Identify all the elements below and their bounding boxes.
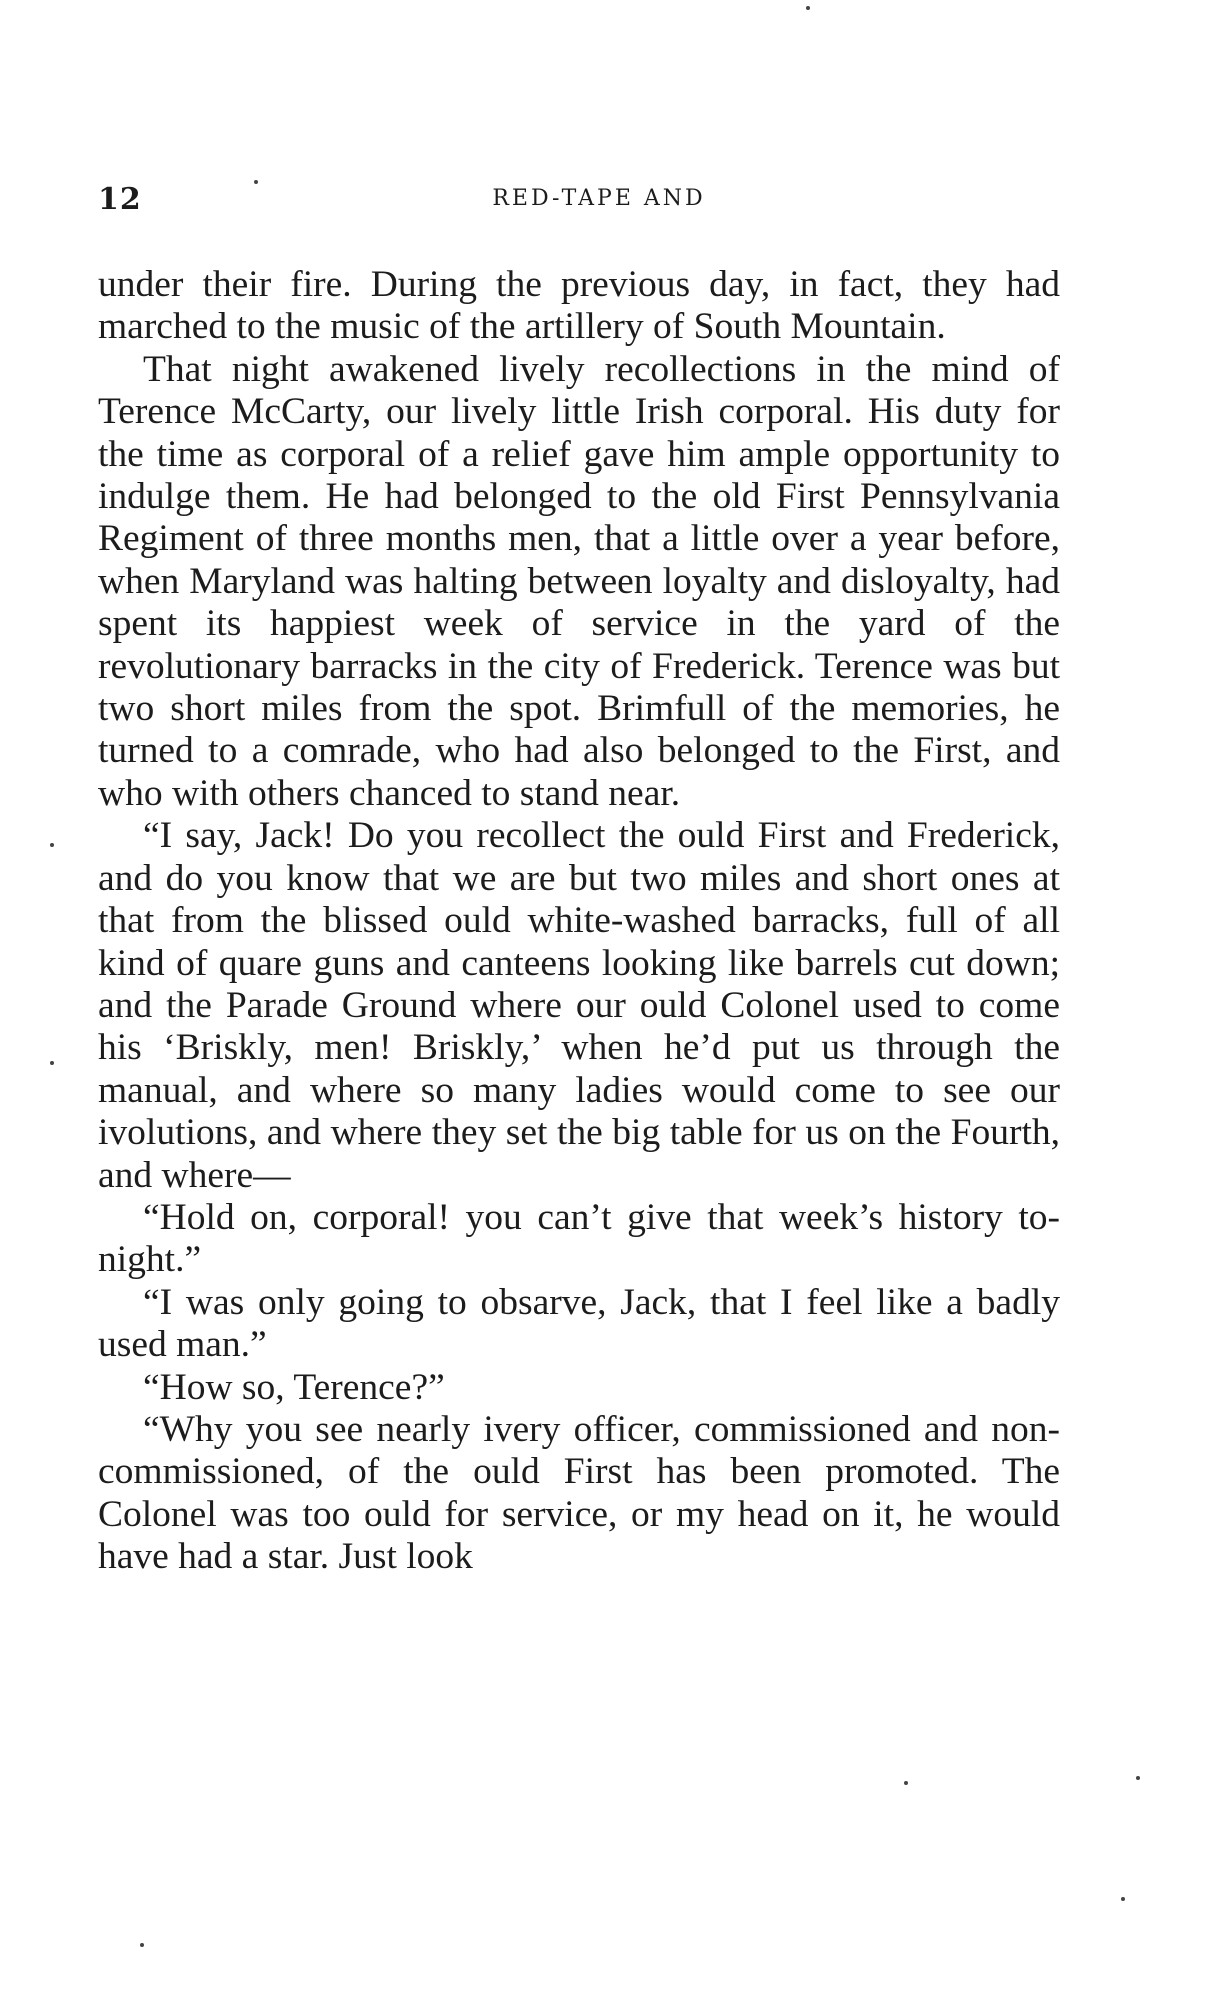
print-speck xyxy=(904,1781,908,1785)
paragraph: under their fire. During the previous day, in fact, they had marched to the music of the artillery of South Mountain. xyxy=(98,264,1060,348)
print-speck xyxy=(50,1061,54,1065)
paragraph: “I say, Jack! Do you recollect the ould First and Frederick, and do you know that we are but two miles and short ones at that from the blissed ould white-washed barracks, full of all kind of quare guns and canteens looking like barrels cut down; and the Parade Ground where our ould Colonel used to come his ‘Briskly, men! Briskly,’ when he’d put us through the manual, and where so many ladies would come to see our ivolutions, and where they set the big table for us on the Fourth, and where— xyxy=(98,815,1060,1196)
running-head xyxy=(98,182,1060,222)
print-speck xyxy=(806,6,810,10)
paragraph: “How so, Terence?” xyxy=(143,1366,445,1408)
print-speck xyxy=(1136,1776,1140,1780)
print-speck xyxy=(254,180,258,184)
paragraph: That night awakened lively recollections in the mind of Terence McCarty, our lively little Irish corporal. His duty for the time as corporal of a relief gave him ample opportunity to indulge them. He had belonged to the old First Pennsylvania Regiment of three months men, that a little over a year before, when Maryland was halting between loyalty and disloyalty, had spent its happiest week of service in the yard of the revolutionary barracks in the city of Frederick. Terence was but two short miles from the spot. Brimfull of the memories, he turned to a comrade, who had also belonged to the First, and who with others chanced to stand near. xyxy=(98,348,1060,814)
running-title: RED-TAPE AND xyxy=(492,186,706,211)
paragraph: “Hold on, corporal! you can’t give that week’s history to-night.” xyxy=(98,1196,1060,1281)
paragraph: “I was only going to obsarve, Jack, that I feel like a badly used man.” xyxy=(98,1281,1060,1366)
print-speck xyxy=(1121,1897,1125,1901)
print-speck xyxy=(140,1943,144,1947)
page-number: 12 xyxy=(98,182,142,217)
paragraph: “Why you see nearly ivery officer, commissioned and non-commissioned, of the ould First has been promoted. The Colonel was too ould for service, or my head on it, he would have had a star. Just look xyxy=(98,1408,1060,1578)
print-speck xyxy=(50,843,54,847)
body-text xyxy=(98,264,1060,1579)
